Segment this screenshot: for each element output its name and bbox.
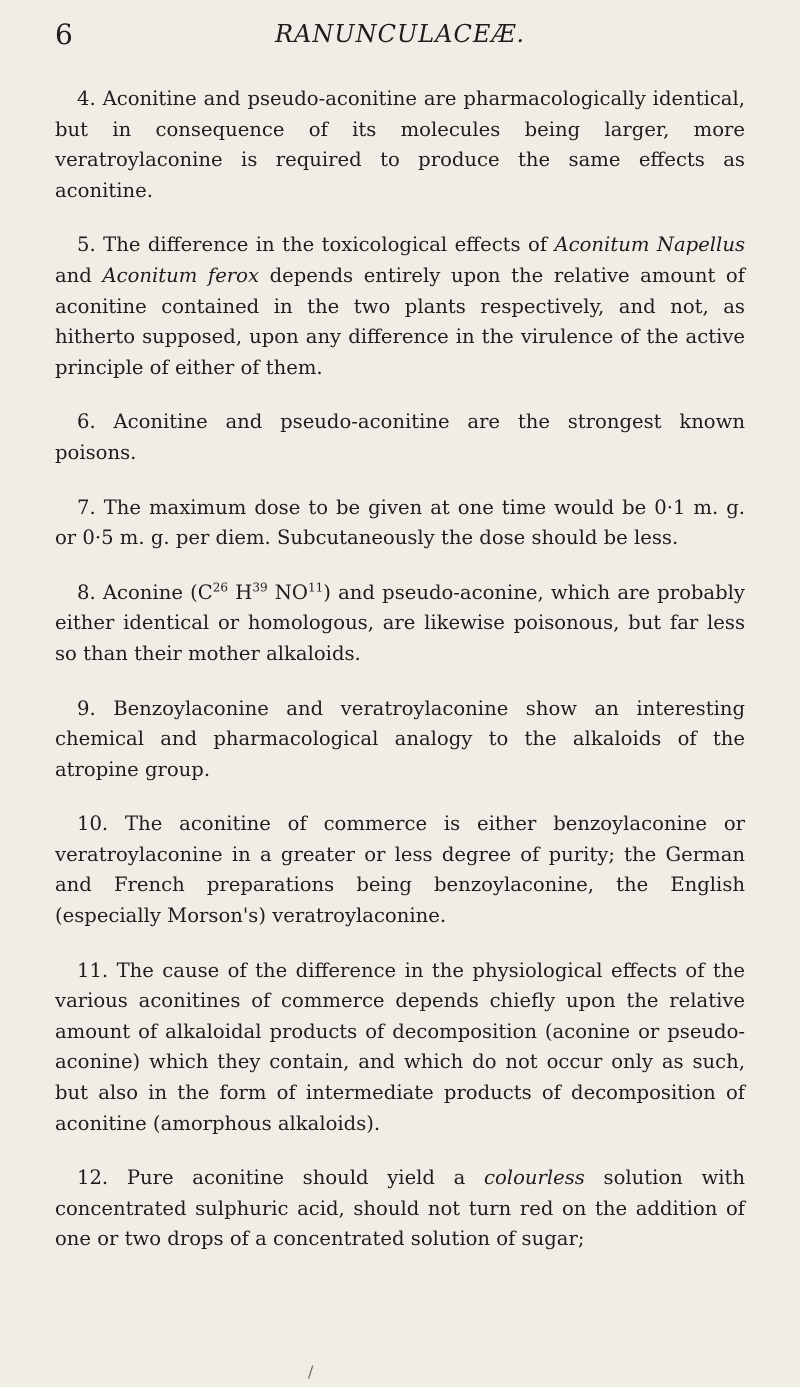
paragraph-4	[55, 84, 745, 206]
paragraph-12	[55, 1163, 745, 1255]
text-run: H	[228, 580, 253, 604]
italic-text: Aconitum Napellus	[554, 233, 745, 257]
text-run: solution with concentrated sulphuric acid, should not turn red on the addition of one or two drops of a concentrated solution of sugar;	[55, 1166, 746, 1251]
paragraph-7	[55, 493, 745, 554]
paragraph-8	[55, 578, 745, 670]
text-run: 5. The difference in the toxicological effects of	[77, 233, 555, 257]
text-run: 10. The aconitine of commerce is either benzoylaconine or veratroylaconine in a greater or less degree of purity; the German and French preparations being benzoylaconine, the English (especially Morson's) veratroylaconine.	[55, 812, 745, 928]
text-run: NO	[267, 580, 308, 604]
text-run: 4. Aconitine and pseudo-aconitine are pharmacologically identical, but in consequence of its molecules being larger, more veratroylaconine is required to produce the same effects as aconitine.	[55, 87, 745, 202]
text-run: 8. Aconine (C	[77, 580, 213, 604]
text-run: and	[55, 263, 103, 287]
text-run: 12. Pure aconitine should yield a	[77, 1166, 485, 1190]
paragraph-6	[55, 407, 745, 468]
paragraph-11	[55, 956, 745, 1140]
stray-mark: /	[308, 1362, 314, 1381]
paragraph-5	[55, 230, 745, 383]
text-run: 9. Benzoylaconine and veratroylaconine show an interesting chemical and pharmacological analogy to the alkaloids of the atropine group.	[55, 696, 745, 781]
text-run: ) and pseudo-aconine, which are probably either identical or homologous, are likewise poisonous, but far less so than their mother alkaloids.	[55, 580, 745, 665]
page-number: 6	[55, 18, 73, 51]
italic-text: Aconitum ferox	[102, 263, 259, 287]
text-run: depends entirely upon the relative amount of aconitine contained in the two plants respectively, and not, as hitherto supposed, upon any difference in the virulence of the active principle of either of them.	[55, 263, 745, 379]
paragraph-10	[55, 809, 745, 931]
text-run: 11. The cause of the difference in the physiological effects of the various aconitines of commerce depends chiefly upon the relative amount of alkaloidal products of decomposition (aconine or pseudo-aconine) which they contain, and which do not occur only as such, but also in the form of intermediate products of decomposition of aconitine (amorphous alkaloids).	[55, 958, 745, 1135]
superscript: 11	[308, 580, 324, 595]
running-head: RANUNCULACEÆ.	[274, 20, 526, 48]
superscript: 26	[212, 580, 229, 595]
body-text	[55, 84, 745, 1255]
page-header	[55, 18, 745, 58]
text-run: 7. The maximum dose to be given at one time would be 0·1 m. g. or 0·5 m. g. per diem. Subcutaneously the dose should be less.	[55, 495, 745, 550]
superscript: 39	[252, 580, 268, 595]
paragraph-9	[55, 694, 745, 786]
text-run: 6. Aconitine and pseudo-aconitine are the strongest known poisons.	[55, 410, 745, 464]
italic-text: colourless	[484, 1166, 585, 1190]
